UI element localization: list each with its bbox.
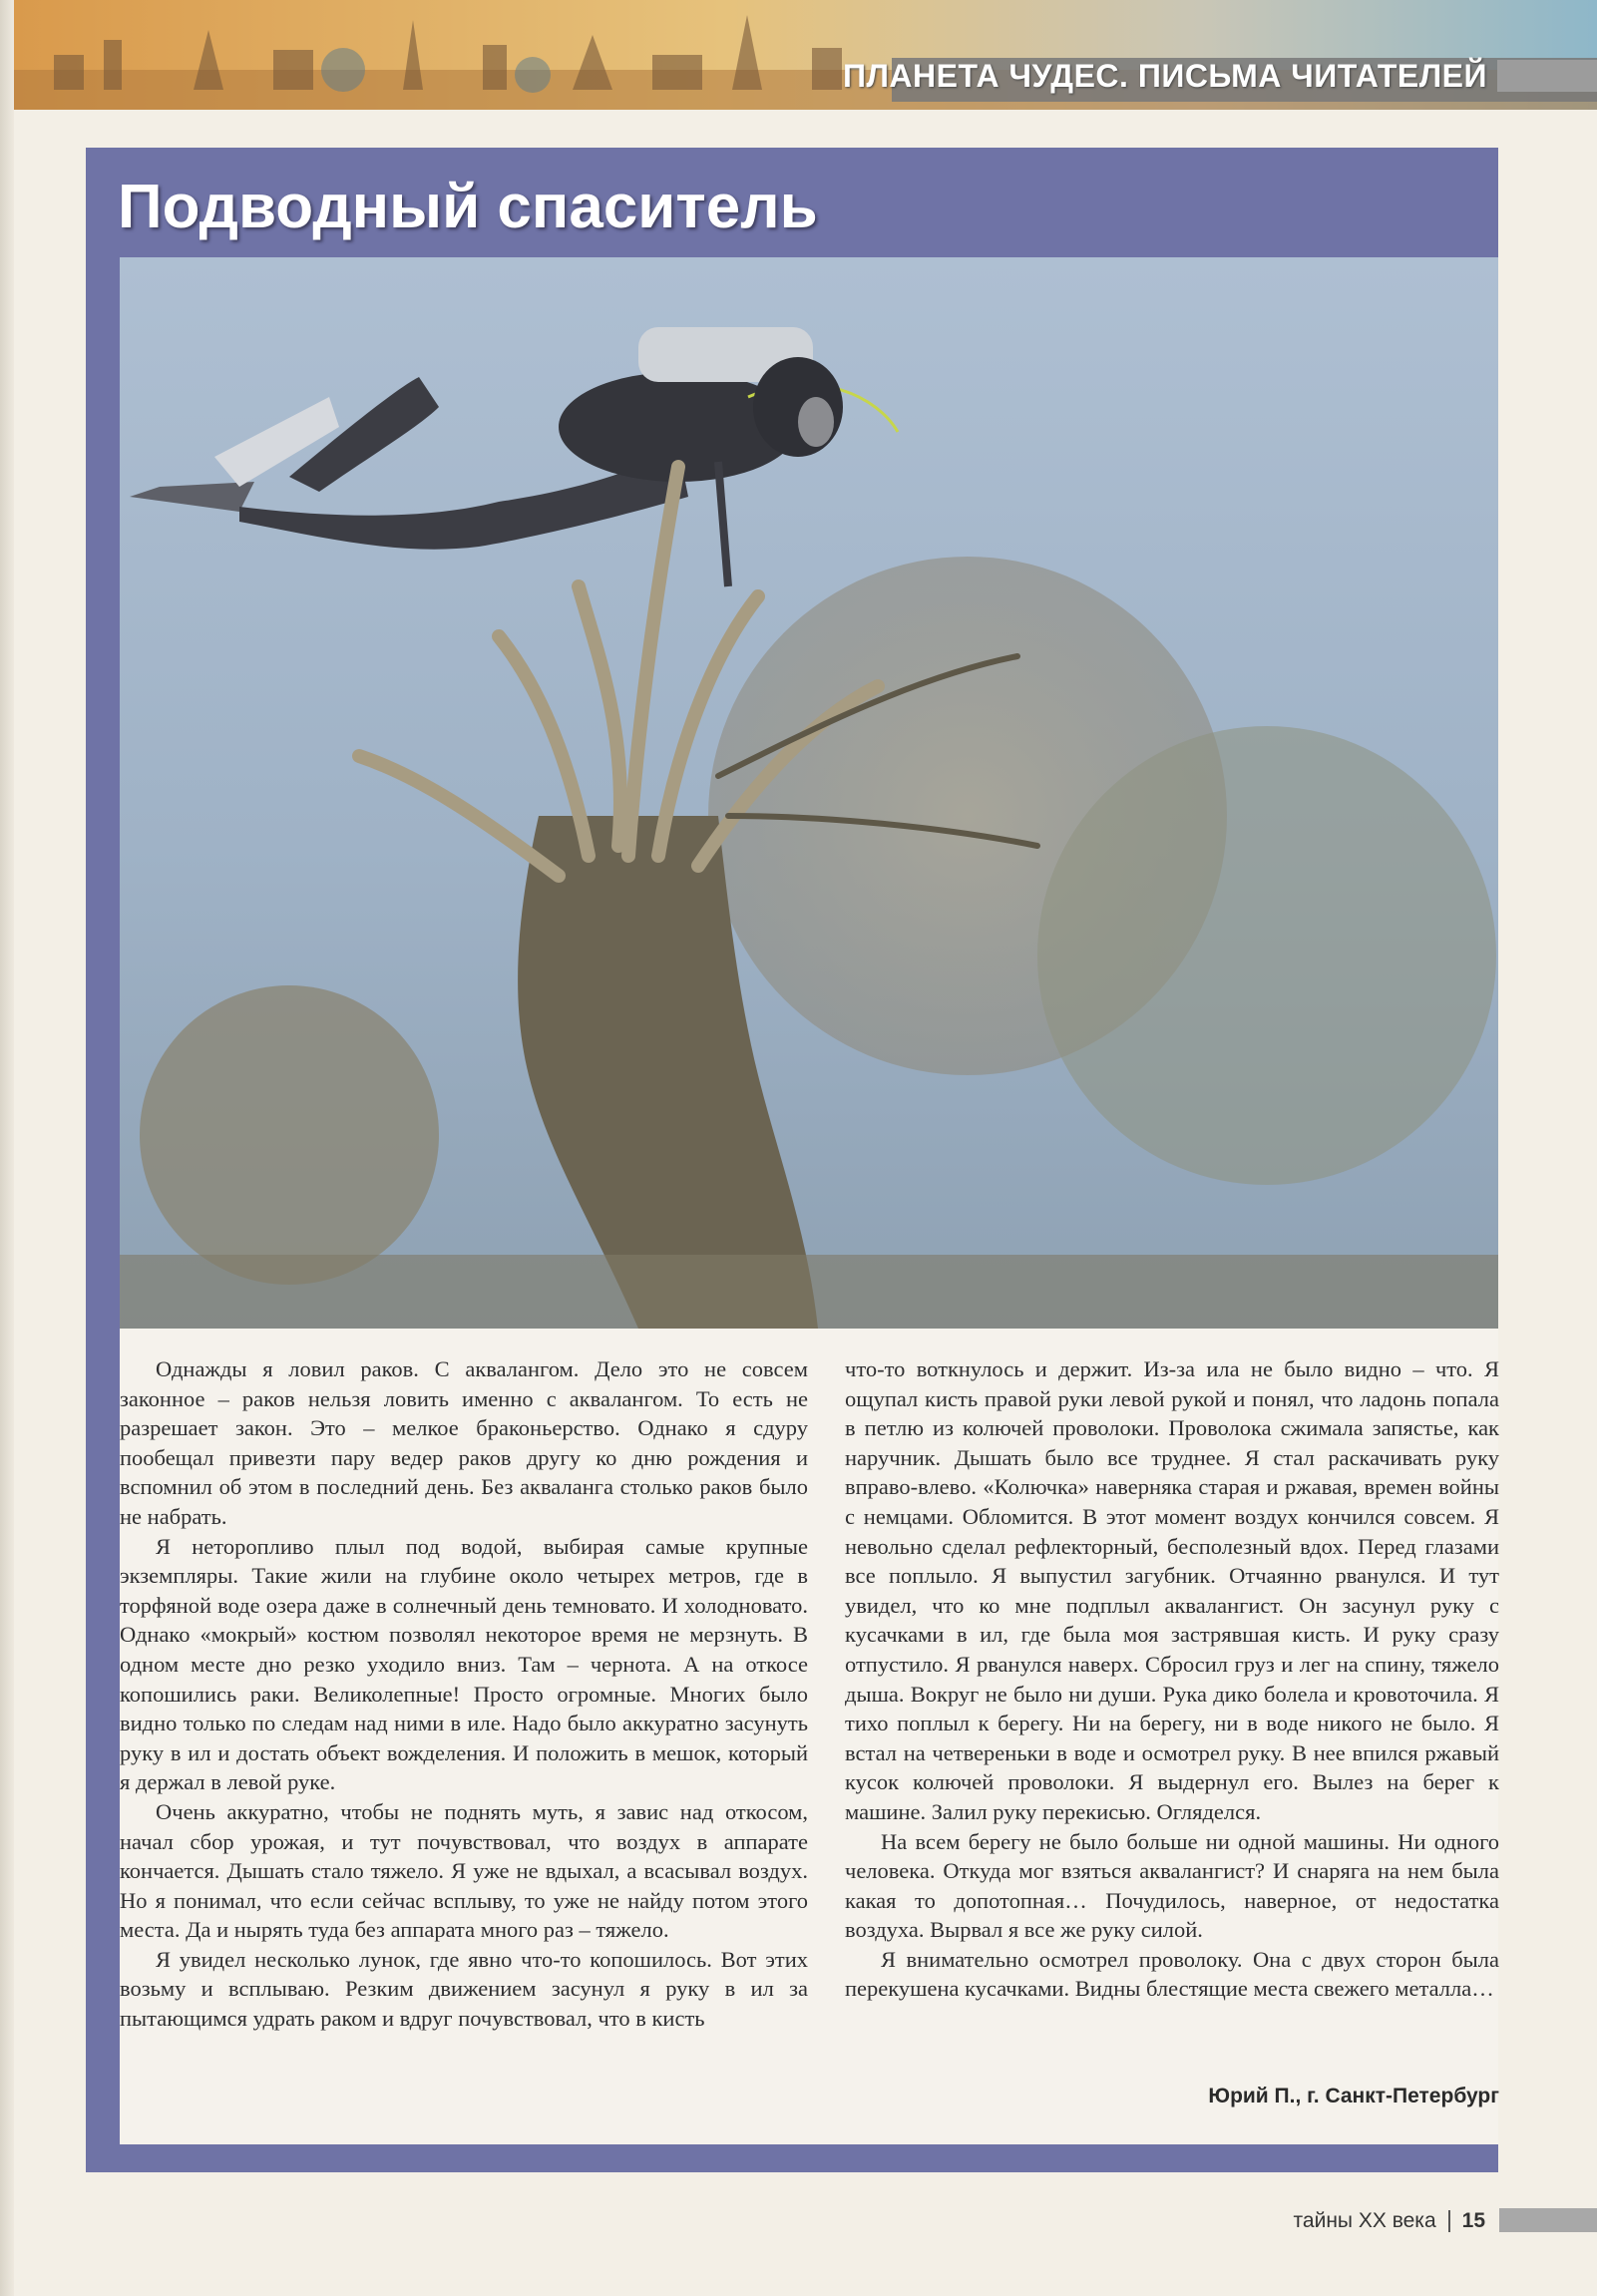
paragraph: Я внимательно осмотрел проволоку. Она с двух сторон была перекушена кусачками. Видны блестящие места свежего металла… bbox=[845, 1946, 1499, 2002]
article-column-right bbox=[845, 1354, 1499, 2004]
article-title: Подводный спаситель bbox=[118, 173, 818, 241]
section-title: ПЛАНЕТА ЧУДЕС. ПИСЬМА ЧИТАТЕЛЕЙ bbox=[842, 58, 1487, 94]
paragraph: На всем берегу не было больше ни одной машины. Ни одного человека. Откуда мог взяться аквалангист? И снаряга на нем была какая то допотопная… Почудилось, наверное, от недостатка воздуха. Вырвал я все же руку силой. bbox=[845, 1828, 1499, 1943]
paragraph: Очень аккуратно, чтобы не поднять муть, я завис над откосом, начал сбор урожая, и тут почувствовал, что воздух в аппарате кончается. Дышать стало тяжело. Я уже не вдыхал, а всасывал воздух. Но я понимал, что если сейчас всплыву, то уже не найду потом этого места. Да и нырять туда без аппарата много раз – тяжело. bbox=[120, 1798, 808, 1943]
magazine-name: тайны XX века bbox=[1293, 2209, 1436, 2232]
page-footer bbox=[1294, 2206, 1485, 2236]
article-photo-diver bbox=[120, 257, 1498, 1329]
paragraph: что-то воткнулось и держит. Из-за ила не было видно – что. Я ощупал кисть правой руки левой рукой и понял, что ладонь попала в петлю из колючей проволоки. Проволока сжимала запястье, как наручник. Дышать было все труднее. Я стал раскачивать руку вправо-влево. «Колючка» наверняка старая и ржавая, времен войны с немцами. Обломится. В этот момент воздух кончился совсем. Я невольно сделал рефлекторный, бесполезный вдох. Перед глазами все поплыло. Я выпустил загубник. Отчаянно рванулся. И тут увидел, что ко мне подплыл аквалангист. Он засунул руку с кусачками в ил, где была моя застрявшая кисть. И руку сразу отпустило. Я рванулся наверх. Сбросил груз и лег на спину, тяжело дыша. Вокруг не было ни души. Рука дико болела и кровоточила. Я тихо поплыл к берегу. Ни на берегу, ни в воде никого не было. Я встал на четвереньки в воде и осмотрел руку. В нее впился ржавый кусок колючей проволоки. Я выдернул его. Вылез на берег к машине. Залил руку перекисью. Огляделся. bbox=[845, 1356, 1499, 1824]
paragraph: Однажды я ловил раков. С аквалангом. Дело это не совсем законное – раков нельзя ловить именно с аквалангом. То есть не разрешает закон. Это – мелкое браконьерство. Однако я сдуру пообещал привезти пару ведер раков другу ко дню рождения и вспомнил об этом в последний день. Без акваланга столько раков было не набрать. bbox=[120, 1356, 808, 1529]
banner-accent-bar bbox=[1497, 60, 1597, 92]
diver-coral-illustration bbox=[120, 257, 1498, 1329]
article-column-left bbox=[120, 1354, 808, 2034]
paragraph: Я увидел несколько лунок, где явно что-то копошилось. Вот этих возьму и всплываю. Резким движением засунул я руку в ил за пытающимся удрать раком и вдруг почувствовал, что в кисть bbox=[120, 1946, 808, 2032]
page-binding-edge bbox=[0, 0, 14, 2296]
page-number: 15 bbox=[1461, 2209, 1485, 2232]
footer-separator bbox=[1448, 2210, 1450, 2232]
author-signature: Юрий П., г. Санкт-Петербург bbox=[1208, 2085, 1499, 2107]
paragraph: Я неторопливо плыл под водой, выбирая самые крупные экземпляры. Такие жили на глубине около четырех метров, где в торфяной воде озера даже в солнечный день темновато. И холодновато. Однако «мокрый» костюм позволял некоторое время не мерзнуть. В одном месте дно резко уходило вниз. Там – чернота. А на откосе копошились раки. Великолепные! Просто огромные. Многих было видно только по следам над ними в иле. Надо было аккуратно засунуть руку в ил и достать объект вожделения. И положить в мешок, который я держал в левой руке. bbox=[120, 1533, 808, 1795]
header-banner bbox=[14, 0, 1597, 110]
footer-accent-bar bbox=[1499, 2208, 1597, 2232]
